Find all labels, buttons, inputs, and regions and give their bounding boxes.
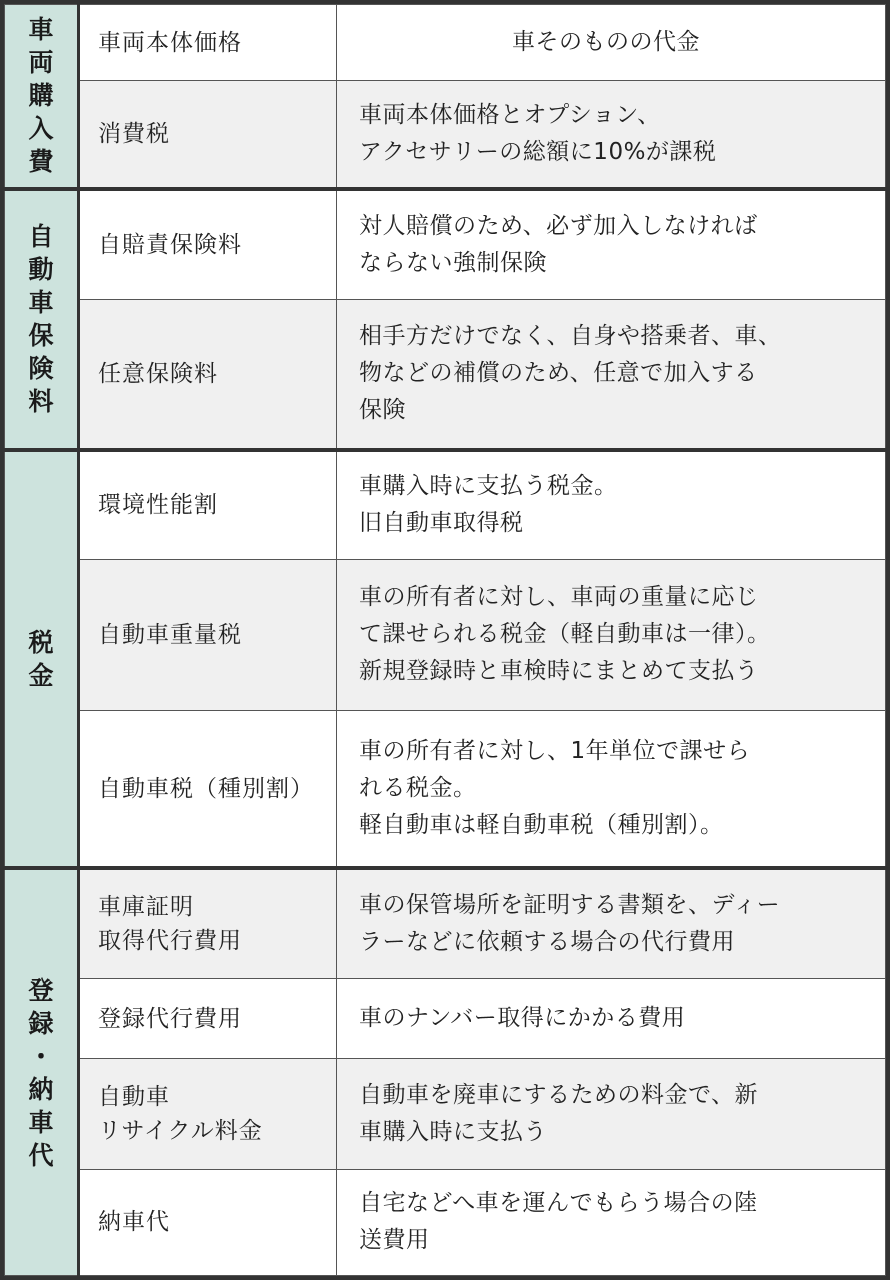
item-description: 自動車を廃車にするための料金で、新 車購入時に支払う bbox=[337, 1059, 886, 1169]
item-name: 自動車税（種別割） bbox=[79, 710, 337, 868]
item-name: 任意保険料 bbox=[79, 299, 337, 449]
table-row bbox=[5, 1169, 886, 1275]
category-taxes: 税 金 bbox=[5, 450, 79, 869]
table-row bbox=[5, 710, 886, 868]
table-row bbox=[5, 1059, 886, 1169]
table-row bbox=[5, 299, 886, 449]
category-registration-delivery: 登 録 ・ 納 車 代 bbox=[5, 868, 79, 1275]
category-car-insurance: 自 動 車 保 険 料 bbox=[5, 189, 79, 450]
car-cost-table bbox=[4, 4, 886, 1276]
item-name: 納車代 bbox=[79, 1169, 337, 1275]
item-description: 相手方だけでなく、自身や搭乗者、車、 物などの補償のため、任意で加入する 保険 bbox=[337, 299, 886, 449]
item-name: 環境性能割 bbox=[79, 450, 337, 560]
category-vehicle-purchase: 車 両 購 入 費 bbox=[5, 5, 79, 189]
item-description: 車そのものの代金 bbox=[337, 5, 886, 81]
item-description: 車の所有者に対し、1年単位で課せら れる税金。 軽自動車は軽自動車税（種別割）。 bbox=[337, 710, 886, 868]
table-row bbox=[5, 5, 886, 81]
item-description: 車のナンバー取得にかかる費用 bbox=[337, 979, 886, 1059]
item-name: 登録代行費用 bbox=[79, 979, 337, 1059]
item-description: 車両本体価格とオプション、 アクセサリーの総額に10%が課税 bbox=[337, 81, 886, 189]
item-name: 消費税 bbox=[79, 81, 337, 189]
item-name: 自賠責保険料 bbox=[79, 189, 337, 299]
item-name: 自動車 リサイクル料金 bbox=[79, 1059, 337, 1169]
table-row bbox=[5, 81, 886, 189]
item-description: 車の保管場所を証明する書類を、ディー ラーなどに依頼する場合の代行費用 bbox=[337, 868, 886, 978]
item-description: 車購入時に支払う税金。 旧自動車取得税 bbox=[337, 450, 886, 560]
table-row bbox=[5, 868, 886, 978]
item-description: 車の所有者に対し、車両の重量に応じ て課せられる税金（軽自動車は一律）。 新規登録時と車検時にまとめて支払う bbox=[337, 560, 886, 710]
table-row bbox=[5, 189, 886, 299]
item-description: 対人賠償のため、必ず加入しなければ ならない強制保険 bbox=[337, 189, 886, 299]
item-name: 自動車重量税 bbox=[79, 560, 337, 710]
table-row bbox=[5, 450, 886, 560]
item-name: 車両本体価格 bbox=[79, 5, 337, 81]
item-description: 自宅などへ車を運んでもらう場合の陸 送費用 bbox=[337, 1169, 886, 1275]
table-row bbox=[5, 979, 886, 1059]
table-row bbox=[5, 560, 886, 710]
item-name: 車庫証明 取得代行費用 bbox=[79, 868, 337, 978]
